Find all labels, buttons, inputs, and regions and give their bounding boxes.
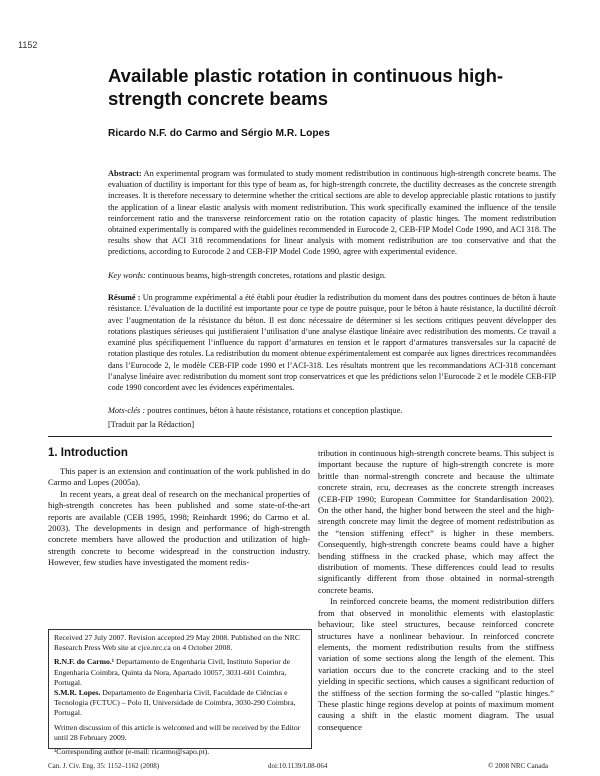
author1-affiliation-block xyxy=(54,657,304,718)
author2-affiliation: Departamento de Engenharia Civil, Faculdade de Ciências e Tecnologia (FCTUC) – Polo II, Universidade de Coimbra, 3030-290 Coimbra, Portugal. xyxy=(54,688,296,718)
mots-cles-label: Mots-clés : xyxy=(108,406,146,415)
footer-copyright: © 2008 NRC Canada xyxy=(488,762,548,770)
paragraph: tribution in continuous high-strength concrete beams. This subject is important because the rupture of high-strength concrete is more brittle than normal-strength concrete and because the ultimate concrete strain, εcu, decreases as the concrete strength increases (CEB-FIP 1990; European Committee for Standardisation 2002). On the other hand, the higher bond between the steel and the high-strength concrete may limit the degree of moment redistribution as the “tension stiffening effect” is higher in these members. Consequently, high-strength concrete beams could have a higher bending stiffness in the cracked phase, which may affect the distribution of moments. These differences could lead to results significantly different from those obtained in normal-strength concrete beams. xyxy=(318,448,554,595)
abstract xyxy=(108,168,556,258)
translation-note: [Traduit par la Rédaction] xyxy=(108,420,195,429)
abstract-text: An experimental program was formulated to study moment redistribution in continuous high-strength concrete beams. The evaluation of ductility is important for this type of beam as, for high-strength concrete, the ductility decreases as the concrete strength increases. It is therefore necessary to determine whether the critical sections are able to develop appreciable plastic rotations to justify the application of a linear elastic analysis with moment redistribution. This work specifically examined the influence of the tensile reinforcement ratio and the transverse reinforcement ratio on the rotation capacity of plastic hinges. The moment redistribution obtained experimentally is compared with the guidelines recommended in Eurocode 2, CEB-FIP Model Code 1990, and ACI 318. The results show that ACI 318 recommendations for linear analysis with moment redistribution are too conservative and that the predictions, according to Eurocode 2 and CEB-FIP Model Code 1990, agree with experimental evidence. xyxy=(108,169,556,257)
right-column xyxy=(318,448,554,733)
section-divider xyxy=(48,436,552,437)
footer-doi: doi:10.1139/L08-064 xyxy=(268,762,328,770)
received-dates: Received 27 July 2007. Revision accepted 29 May 2008. Published on the NRC Research Press Web site at cjce.nrc.ca on 4 October 2008. xyxy=(54,633,300,653)
section-heading: 1. Introduction xyxy=(48,447,128,459)
front-matter-box xyxy=(48,629,312,757)
author1-name: R.N.F. do Carmo.¹ xyxy=(54,657,115,667)
resume-label: Résumé : xyxy=(108,293,141,302)
corresponding-author: ¹Corresponding author (e-mail: ricarmo@sapo.pt). xyxy=(54,747,210,757)
paragraph: In reinforced concrete beams, the moment redistribution differs from that observed in monolithic elements with elastoplastic behaviour, like steel structures, because reinforced concrete structures have a nonlinear behaviour. In reinforced concrete elements, the moment redistribution results from the stiffness variation of some sections along the length of the element. This variation occurs due to the concrete cracking and to the steel yielding in specific sections, which causes a significant reduction of the stiffness of the section forming the so-called “plastic hinges.” These plastic hinge regions develop at points of maximum moment causing a shift in the elastic moment diagram. The usual consequence xyxy=(318,596,554,732)
left-column xyxy=(48,466,310,569)
mots-cles xyxy=(108,405,556,416)
author1-affiliation: Departamento de Engenharia Civil, Instituto Superior de Engenharia Coimbra, Quinta da Nora, Apartado 10057, 3031-601 Coimbra, Portugal. xyxy=(54,657,291,687)
discussion-note: Written discussion of this article is welcomed and will be received by the Editor until 28 February 2009. xyxy=(54,722,301,742)
key-words-label: Key words: xyxy=(108,271,146,280)
key-words xyxy=(108,270,556,281)
footer-journal: Can. J. Civ. Eng. 35: 1152–1162 (2008) xyxy=(48,762,160,770)
key-words-text: continuous beams, high-strength concretes, rotations and plastic design. xyxy=(147,271,387,280)
mots-cles-text: poutres continues, béton à haute résistance, rotations et conception plastique. xyxy=(147,406,403,415)
resume-text: Un programme expérimental a été établi pour étudier la redistribution du moment dans des poutres continues de béton à haute résistance. L’évaluation de la ductilité est importante pour ce type de poutre puisque, pour le béton à haute résistance, la ductilité décroît avec l’augmentation de la résistance du béton. Il est donc nécessaire de déterminer si les sections critiques peuvent développer des rotations plastiques sérieuses qui justifieraient l’utilisation d’une analyse élastique linéaire avec redistribution des moments. Ce travail a examiné plus spécifiquement l’influence du rapport d’armatures en tension et le rapport d’armatures transversales sur la capacité de rotation plastique des rotules. La redistribution du moment obtenue expérimentalement est comparée aux lignes directrices recommandées dans l’Eurocode 2, le modèle CEB-FIP code 1990 et l’ACI-318. Les résultats montrent que les recommandations ACI-318 concernant l’analyse linéaire avec redistribution du moment sont trop conservatrices et que les prédictions selon l’Eurocode 2 et le modèle CEB-FIP code 1990 concordent avec les évidences expérimentales. xyxy=(108,293,556,393)
article-title: Available plastic rotation in continuous high-strength concrete beams xyxy=(108,65,504,109)
page-number: 1152 xyxy=(18,40,38,50)
resume xyxy=(108,292,556,394)
paragraph: In recent years, a great deal of research on the mechanical properties of high-strength concretes has been published and some state-of-the-art reports are available (CEB 1995, 1998; Reinhardt 1996; do Carmo et al. 2003). The developments in design and performance of high-strength concrete members have allowed the production and utilization of high-strength concrete to become widespread in the construction industry. However, few studies have investigated the moment redis- xyxy=(48,488,310,568)
article-authors: Ricardo N.F. do Carmo and Sérgio M.R. Lopes xyxy=(108,128,330,139)
paragraph: This paper is an extension and continuation of the work published in do Carmo and Lopes (2005a). xyxy=(48,466,310,488)
abstract-label: Abstract: xyxy=(108,169,142,178)
author2-name: S.M.R. Lopes. xyxy=(54,688,101,698)
